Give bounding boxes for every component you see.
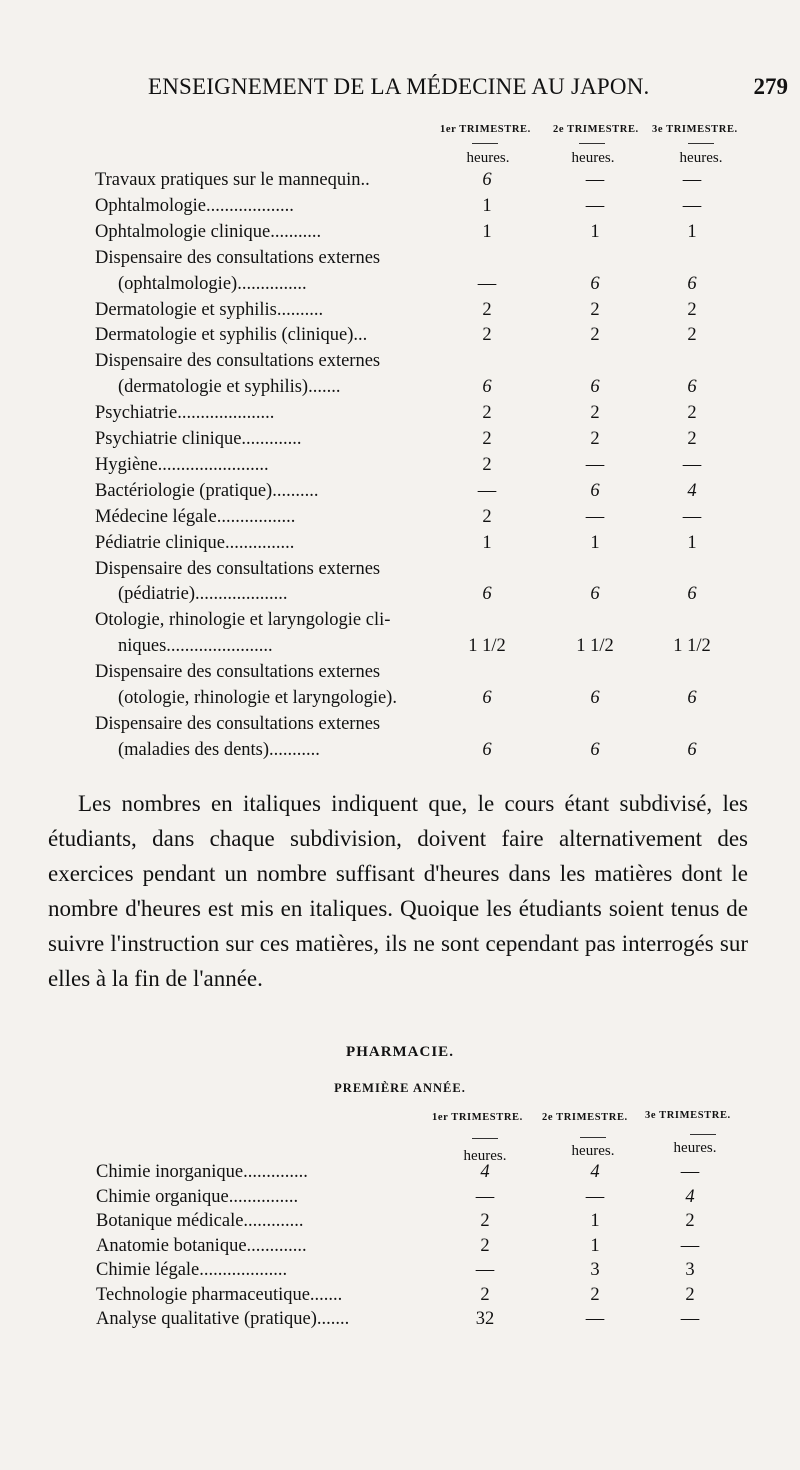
row-value-trimester-3: 6 [687, 377, 697, 398]
column-header-trimester-3: 3e TRIMESTRE. [645, 1110, 731, 1121]
row-value-trimester-1: 2 [482, 299, 492, 320]
row-label: Dispensaire des consultations externes [95, 713, 381, 734]
row-value-trimester-2: — [585, 1186, 605, 1207]
row-label: Dispensaire des consultations externes [95, 351, 381, 372]
row-value-trimester-1: 2 [482, 429, 492, 449]
row-value-trimester-3: 4 [685, 1186, 695, 1207]
row-label: Psychiatrie..................... [95, 403, 275, 424]
row-label: niques....................... [118, 636, 273, 657]
row-value-trimester-1: 32 [475, 1309, 495, 1329]
row-value-trimester-2: 2 [590, 403, 600, 424]
row-value-trimester-1: 2 [480, 1211, 490, 1231]
row-value-trimester-3: — [680, 1235, 700, 1256]
row-value-trimester-1: 4 [480, 1162, 490, 1182]
row-label: (otologie, rhinologie et laryngologie). [118, 688, 397, 708]
row-value-trimester-1: 1 [482, 221, 492, 242]
unit-label: heures. [463, 1148, 507, 1164]
row-value-trimester-1: 2 [480, 1284, 490, 1305]
row-value-trimester-2: 6 [590, 584, 600, 605]
row-label: Médecine légale................. [95, 506, 296, 527]
row-value-trimester-3: 1 1/2 [673, 636, 711, 657]
row-label: (pédiatrie).................... [118, 584, 288, 605]
row-value-trimester-2: — [585, 454, 605, 475]
row-label: Chimie inorganique.............. [96, 1162, 308, 1182]
row-label: (dermatologie et syphilis)....... [118, 377, 341, 398]
column-rule [688, 143, 714, 144]
row-label: Technologie pharmaceutique....... [96, 1284, 343, 1305]
row-label: Ophtalmologie clinique........... [95, 221, 322, 242]
row-value-trimester-1: 2 [482, 325, 492, 346]
column-rule [690, 1134, 716, 1135]
section-subtitle: PREMIÈRE ANNÉE. [334, 1081, 466, 1095]
row-value-trimester-2: 1 [590, 532, 600, 553]
row-label: Anatomie botanique............. [96, 1235, 307, 1256]
row-value-trimester-2: 6 [590, 273, 600, 294]
row-value-trimester-3: — [680, 1309, 700, 1329]
row-value-trimester-2: 2 [590, 325, 600, 346]
row-value-trimester-3: — [682, 195, 702, 216]
column-rule [472, 1138, 498, 1139]
row-value-trimester-1: 2 [482, 454, 492, 475]
row-value-trimester-2: — [585, 195, 605, 216]
column-header-trimester-1: 1er TRIMESTRE. [440, 124, 531, 135]
row-value-trimester-3: 6 [687, 739, 697, 760]
row-value-trimester-1: 1 [482, 195, 492, 216]
row-value-trimester-3: 2 [687, 429, 697, 449]
row-value-trimester-3: — [680, 1162, 700, 1182]
unit-label: heures. [679, 150, 723, 166]
row-label: Travaux pratiques sur le mannequin.. [95, 170, 370, 190]
row-value-trimester-2: 6 [590, 739, 600, 760]
row-label: Otologie, rhinologie et laryngologie cli- [95, 610, 391, 631]
row-value-trimester-2: 2 [590, 429, 600, 449]
row-label: (ophtalmologie)............... [118, 273, 307, 294]
row-value-trimester-1: 1 [482, 532, 492, 553]
row-label: Dispensaire des consultations externes [95, 558, 381, 579]
row-value-trimester-3: 4 [687, 480, 697, 501]
row-value-trimester-3: 3 [685, 1260, 695, 1280]
row-value-trimester-2: 6 [590, 688, 600, 708]
column-header-trimester-3: 3e TRIMESTRE. [652, 124, 738, 135]
row-value-trimester-3: 2 [685, 1284, 695, 1305]
row-value-trimester-1: 2 [482, 403, 492, 424]
row-value-trimester-2: 1 1/2 [576, 636, 614, 657]
page-number: 279 [753, 74, 788, 99]
row-label: Hygiène........................ [95, 454, 269, 475]
row-value-trimester-3: 6 [687, 688, 697, 708]
row-value-trimester-1: 6 [482, 739, 492, 760]
row-value-trimester-3: 6 [687, 273, 697, 294]
row-label: Dispensaire des consultations externes [95, 247, 381, 268]
row-label: Botanique médicale............. [96, 1211, 304, 1231]
row-value-trimester-2: 6 [590, 480, 600, 501]
running-header [148, 74, 788, 114]
column-rule [580, 1137, 606, 1138]
row-value-trimester-2: — [585, 506, 605, 527]
column-header-trimester-1: 1er TRIMESTRE. [432, 1112, 523, 1123]
unit-label: heures. [571, 150, 615, 166]
row-label: Chimie légale................... [96, 1260, 288, 1280]
row-value-trimester-2: 1 [590, 1235, 600, 1256]
row-value-trimester-2: 2 [590, 1284, 600, 1305]
row-label: Chimie organique............... [96, 1186, 299, 1207]
row-value-trimester-1: 2 [482, 506, 492, 527]
row-value-trimester-3: — [682, 170, 702, 190]
row-value-trimester-1: — [477, 480, 497, 501]
unit-label: heures. [673, 1140, 717, 1156]
row-label: Dispensaire des consultations externes [95, 662, 381, 683]
row-value-trimester-3: 2 [687, 403, 697, 424]
row-label: (maladies des dents)........... [118, 739, 320, 760]
row-value-trimester-1: 2 [480, 1235, 490, 1256]
row-label: Bactériologie (pratique).......... [95, 480, 319, 501]
row-value-trimester-2: 3 [590, 1260, 600, 1280]
row-value-trimester-2: — [585, 170, 605, 190]
row-label: Pédiatrie clinique............... [95, 532, 295, 553]
row-value-trimester-1: 6 [482, 377, 492, 398]
row-value-trimester-2: 6 [590, 377, 600, 398]
row-value-trimester-3: 1 [687, 532, 697, 553]
row-value-trimester-3: 2 [687, 299, 697, 320]
row-value-trimester-1: 1 1/2 [468, 636, 506, 657]
row-value-trimester-3: 2 [685, 1211, 695, 1231]
row-value-trimester-3: — [682, 506, 702, 527]
row-value-trimester-2: 1 [590, 1211, 600, 1231]
row-value-trimester-3: 2 [687, 325, 697, 346]
row-label: Analyse qualitative (pratique)....... [96, 1309, 350, 1329]
row-value-trimester-3: — [682, 454, 702, 475]
unit-label: heures. [571, 1143, 615, 1159]
row-value-trimester-3: 1 [687, 221, 697, 242]
unit-label: heures. [466, 150, 510, 166]
row-value-trimester-1: — [475, 1260, 495, 1280]
column-rule [579, 143, 605, 144]
row-value-trimester-2: 4 [590, 1162, 600, 1182]
row-label: Ophtalmologie................... [95, 195, 294, 216]
row-label: Dermatologie et syphilis.......... [95, 299, 324, 320]
row-value-trimester-3: 6 [687, 584, 697, 605]
row-label: Dermatologie et syphilis (clinique)... [95, 325, 368, 346]
column-header-trimester-2: 2e TRIMESTRE. [542, 1112, 628, 1123]
row-value-trimester-1: 6 [482, 688, 492, 708]
column-header-trimester-2: 2e TRIMESTRE. [553, 124, 639, 135]
row-label: Psychiatrie clinique............. [95, 429, 302, 449]
explanatory-paragraph [48, 786, 748, 996]
page-title: ENSEIGNEMENT DE LA MÉDECINE AU JAPON. [148, 74, 650, 99]
section-title: PHARMACIE. [346, 1044, 454, 1060]
row-value-trimester-2: 2 [590, 299, 600, 320]
row-value-trimester-2: — [585, 1309, 605, 1329]
row-value-trimester-1: — [477, 273, 497, 294]
row-value-trimester-2: 1 [590, 221, 600, 242]
row-value-trimester-1: — [475, 1186, 495, 1207]
column-rule [472, 143, 498, 144]
paragraph-text: Les nombres en italiques indiquent que, le cours étant subdivisé, les étudiants, dans chaque subdivision, doivent faire alternativement des exercices pendant un nombre suffisant d'heures dans les matières dont le nombre d'heures est mis en italiques. Quoique les étudiants soient tenus de suivre l'instruction sur ces matières, ils ne sont cependant pas interrogés sur elles à la fin de l'année. [48, 791, 748, 991]
row-value-trimester-1: 6 [482, 170, 492, 190]
row-value-trimester-1: 6 [482, 584, 492, 605]
